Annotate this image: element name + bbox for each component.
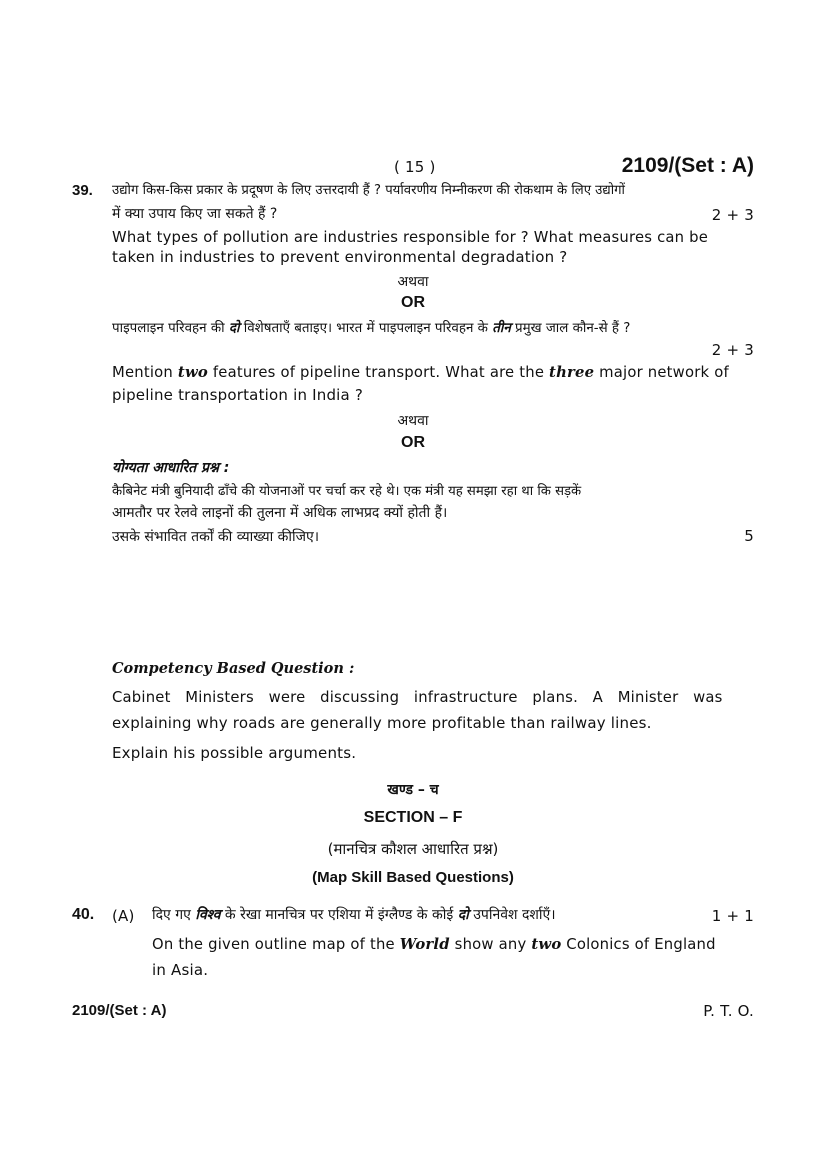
athva-divider-2: अथवा xyxy=(397,413,429,429)
section-subtitle-english: (Map Skill Based Questions) xyxy=(312,869,514,886)
cbq-hindi-line-3: उसके संभावित तर्कों की व्याख्या कीजिए। xyxy=(112,529,320,545)
q40-english-line-1: On the given outline map of the World show any two Colonics of England xyxy=(152,936,716,953)
section-subtitle-hindi: (मानचित्र कौशल आधारित प्रश्न) xyxy=(327,840,499,858)
emphasis-two: two xyxy=(177,364,208,381)
page-number: ( 15 ) xyxy=(394,158,436,176)
cbq-english-line-3: Explain his possible arguments. xyxy=(112,744,357,762)
q39-alt-english-line-1: Mention two features of pipeline transport. What are the three major network of xyxy=(112,364,729,381)
or-divider-2: OR xyxy=(401,434,425,451)
q40-english-line-2: in Asia. xyxy=(152,961,209,979)
athva-divider-1: अथवा xyxy=(397,274,429,290)
question-number-40: 40. xyxy=(72,906,95,923)
section-title-english: SECTION – F xyxy=(363,809,463,826)
emphasis-vishwa: विश्व xyxy=(195,907,221,923)
competency-label-english: Competency Based Question : xyxy=(112,660,355,677)
q39-english-line-2: taken in industries to prevent environmental degradation ? xyxy=(112,248,568,266)
emphasis-teen: तीन xyxy=(492,320,511,336)
cbq-hindi-line-1: कैबिनेट मंत्री बुनियादी ढाँचे की योजनाओं पर चर्चा कर रहे थे। एक मंत्री यह समझा रहा था कि सड़कें xyxy=(112,484,582,499)
competency-label-hindi: योग्यता आधारित प्रश्न : xyxy=(112,460,230,476)
q39-english-line-1: What types of pollution are industries responsible for ? What measures can be xyxy=(112,229,709,246)
pto-label: P. T. O. xyxy=(703,1002,754,1020)
section-title-hindi: खण्ड – च xyxy=(387,782,439,798)
q39-alt-hindi-line: पाइपलाइन परिवहन की दो विशेषताएँ बताइए। भारत में पाइपलाइन परिवहन के तीन प्रमुख जाल कौन-से हैं ? xyxy=(112,320,631,336)
paper-code-header: 2109/(Set : A) xyxy=(621,154,754,177)
cbq-hindi-line-2: आमतौर पर रेलवे लाइनों की तुलना में अधिक लाभप्रद क्यों होती हैं। xyxy=(112,505,448,521)
emphasis-do-2: दो xyxy=(457,907,469,923)
cbq-english-line-2: explaining why roads are generally more profitable than railway lines. xyxy=(112,714,652,732)
emphasis-three: three xyxy=(549,364,595,381)
or-divider-1: OR xyxy=(401,294,425,311)
q40-hindi-line: दिए गए विश्व के रेखा मानचित्र पर एशिया में इंग्लैण्ड के कोई दो उपनिवेश दर्शाएँ। xyxy=(152,907,556,923)
paper-code-footer: 2109/(Set : A) xyxy=(72,1002,167,1019)
emphasis-two-2: two xyxy=(531,936,562,953)
q39-hindi-line-1: उद्योग किस-किस प्रकार के प्रदूषण के लिए उत्तरदायी हैं ? पर्यावरणीय निम्नीकरण की रोकथाम के लिए उद्योगों xyxy=(112,183,625,198)
emphasis-do: दो xyxy=(228,320,240,336)
q40-part-label: (A) xyxy=(112,907,135,925)
q39-marks-2: 2 + 3 xyxy=(711,341,754,359)
q40-marks: 1 + 1 xyxy=(711,907,754,925)
q39-marks-3: 5 xyxy=(744,527,754,545)
q39-marks-1: 2 + 3 xyxy=(711,206,754,224)
cbq-english-line-1: Cabinet Ministers were discussing infrastructure plans. A Minister was xyxy=(112,689,723,706)
emphasis-world: World xyxy=(399,936,450,953)
question-number-39: 39. xyxy=(72,182,93,199)
q39-alt-english-line-2: pipeline transportation in India ? xyxy=(112,386,364,404)
q39-hindi-line-2: में क्या उपाय किए जा सकते हैं ? xyxy=(112,206,278,222)
